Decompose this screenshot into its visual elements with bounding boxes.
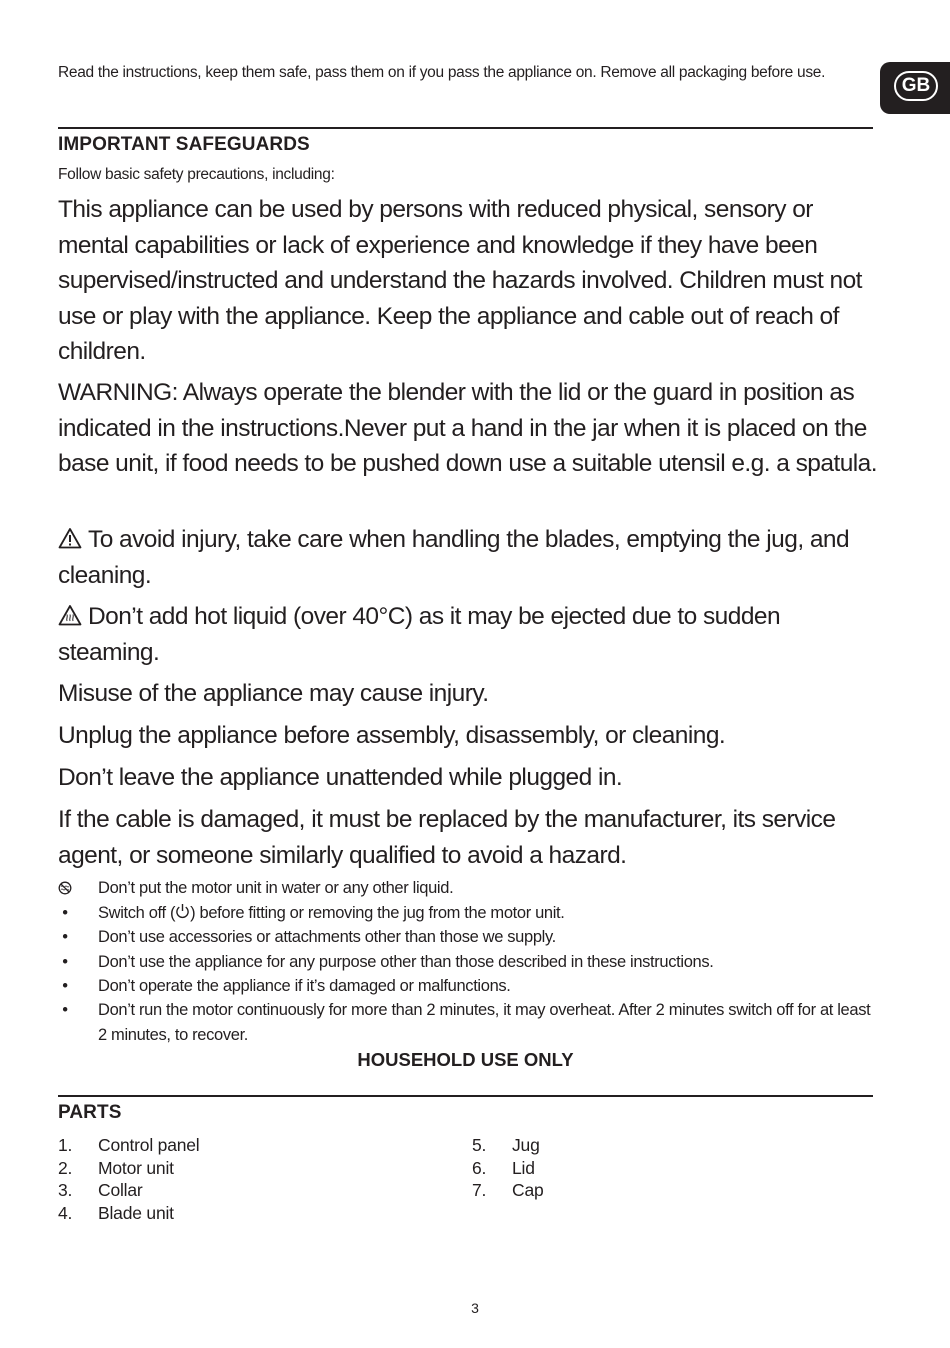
bullet: • xyxy=(62,904,68,922)
power-icon xyxy=(175,904,190,922)
language-tab xyxy=(880,62,950,114)
household-use-notice: HOUSEHOLD USE ONLY xyxy=(357,1049,574,1070)
cable-paragraph: If the cable is damaged, it must be replaced by the manufacturer, its service agent, or someone similarly qualified to avoid a hazard. xyxy=(58,806,836,869)
part-name: Motor unit xyxy=(98,1158,174,1178)
part-number: 1. xyxy=(58,1135,73,1155)
list-item-text xyxy=(98,901,873,926)
safeguards-heading: IMPORTANT SAFEGUARDS xyxy=(58,134,310,155)
section-divider xyxy=(58,127,873,129)
part-number: 5. xyxy=(472,1135,487,1155)
part-number: 4. xyxy=(58,1203,73,1223)
bullet: • xyxy=(62,977,68,995)
switch-off-suffix: ) xyxy=(190,904,196,922)
warning-paragraph: WARNING: Always operate the blender with the lid or the guard in position as indicated in the instructions.Never put a hand in the jar when it is placed on the base unit, if food needs to be pushed down use a suitable utensil e.g. a spatula. xyxy=(58,379,878,477)
part-name: Lid xyxy=(512,1158,535,1178)
safety-paragraph: This appliance can be used by persons with reduced physical, sensory or mental capabilities or lack of experience and knowledge if they have been supervised/instructed and understand the hazards involved. Children must not use or play with the appliance. Keep the appliance and cable out of reach of children. xyxy=(58,196,862,365)
switch-off-text: before fitting or removing the jug from the motor unit. xyxy=(199,904,565,922)
unattended-paragraph: Don’t leave the appliance unattended while plugged in. xyxy=(58,764,623,791)
part-name: Cap xyxy=(512,1180,544,1200)
bullet: • xyxy=(62,928,68,946)
part-number: 2. xyxy=(58,1158,73,1178)
warning-triangle-icon xyxy=(58,524,82,546)
no-immersion-icon xyxy=(58,876,72,903)
hot-liquid-text: Don’t add hot liquid (over 40°C) as it may be ejected due to sudden steaming. xyxy=(58,603,781,666)
intro-text: Read the instructions, keep them safe, pass them on if you pass the appliance on. Remove all packaging before use. xyxy=(58,64,826,81)
parts-heading: PARTS xyxy=(58,1102,122,1123)
list-item-text: Don’t put the motor unit in water or any other liquid. xyxy=(98,879,454,897)
list-item-text: Don’t use accessories or attachments other than those we supply. xyxy=(98,928,556,946)
misuse-paragraph: Misuse of the appliance may cause injury. xyxy=(58,680,489,707)
part-number: 3. xyxy=(58,1180,73,1200)
safeguards-subheading: Follow basic safety precautions, including: xyxy=(58,166,335,183)
section-divider xyxy=(58,1095,873,1097)
hot-liquid-paragraph xyxy=(58,599,878,670)
part-name: Blade unit xyxy=(98,1203,174,1223)
bullet: • xyxy=(62,953,68,971)
part-name: Jug xyxy=(512,1135,540,1155)
part-number: 7. xyxy=(472,1180,487,1200)
unplug-paragraph: Unplug the appliance before assembly, disassembly, or cleaning. xyxy=(58,722,726,749)
blade-warning-paragraph xyxy=(58,522,878,593)
part-name: Collar xyxy=(98,1180,143,1200)
part-number: 6. xyxy=(472,1158,487,1178)
bullet: • xyxy=(62,1001,68,1019)
page-number: 3 xyxy=(471,1300,479,1316)
hot-surface-warning-icon xyxy=(58,601,82,623)
part-name: Control panel xyxy=(98,1135,200,1155)
list-item-text: Don’t operate the appliance if it’s damaged or malfunctions. xyxy=(98,977,511,995)
switch-off-prefix: Switch off ( xyxy=(98,904,176,922)
blade-warning-text: To avoid injury, take care when handling the blades, emptying the jug, and cleaning. xyxy=(58,526,850,589)
list-item-text: Don’t use the appliance for any purpose other than those described in these instructions. xyxy=(98,953,714,971)
list-item-text: Don’t run the motor continuously for more than 2 minutes, it may overheat. After 2 minutes switch off for at least 2 minutes, to recover. xyxy=(98,1001,871,1044)
language-badge: GB xyxy=(894,71,938,101)
